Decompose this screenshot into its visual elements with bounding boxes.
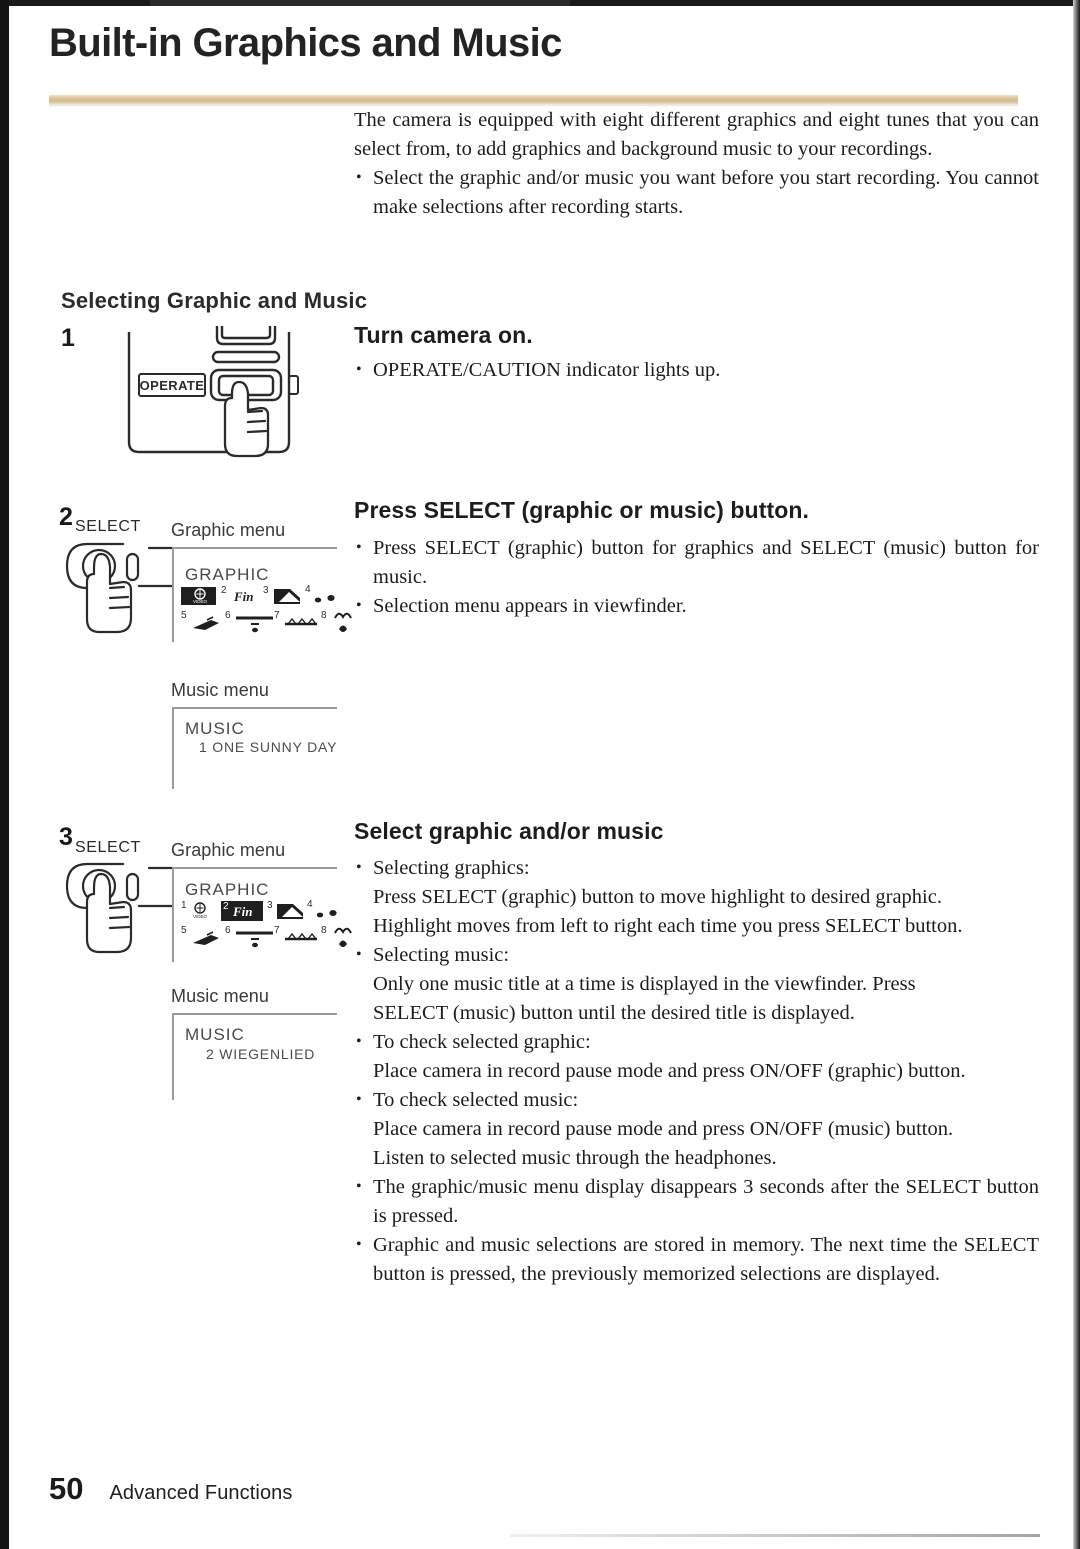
graphic-item-4-number: 4 xyxy=(305,584,311,595)
title-block xyxy=(49,22,1009,64)
step-1-bullet-1: • OPERATE/CAUTION indicator lights up. xyxy=(354,356,1039,385)
graphic-item-2-number: 2 xyxy=(221,585,227,596)
graphic-item-7-number: 7 xyxy=(274,925,280,936)
step-2-body xyxy=(354,534,1039,621)
step-3-bullet-3-line-1: Place camera in record pause mode and press ON/OFF (graphic) button. xyxy=(373,1060,966,1082)
step-3-bullet-2-lead: • Selecting music: xyxy=(354,941,1039,970)
scan-edge-left xyxy=(0,0,9,1549)
step-3-bullet-4-line-1: Place camera in record pause mode and press ON/OFF (music) button. xyxy=(373,1118,954,1140)
graphic-item-2-number: 2 xyxy=(223,901,229,912)
step-3-bullet-4-line-2: Listen to selected music through the headphones. xyxy=(373,1147,777,1169)
step-2-graphic-icon-grid xyxy=(181,586,341,632)
graphic-item-4-icon[interactable] xyxy=(314,906,344,922)
scan-edge-right xyxy=(1073,0,1080,1549)
graphic-item-7-number: 7 xyxy=(274,610,280,621)
intro-paragraph: The camera is equipped with eight different graphics and eight tunes that you can select from, to add graphics and background music to your recordings. xyxy=(354,109,1039,160)
graphic-item-1-number: 1 xyxy=(181,900,187,911)
step-1-number: 1 xyxy=(61,324,75,352)
step-3-number: 3 xyxy=(59,823,73,851)
step-2-music-menu-title: MUSIC xyxy=(185,719,245,738)
step-3-graphic-menu-title: GRAPHIC xyxy=(185,880,270,899)
graphic-item-4-icon[interactable] xyxy=(312,591,342,607)
graphic-item-6-icon[interactable] xyxy=(235,612,275,634)
graphic-item-6-icon[interactable] xyxy=(235,927,275,949)
step-3-bullet-1-line-1: Press SELECT (graphic) button to move highlight to desired graphic. xyxy=(373,886,942,908)
step-3-select-label: SELECT xyxy=(75,839,141,856)
step-3-music-menu-item: 2 WIEGENLIED xyxy=(206,1046,316,1062)
scan-artifact-bottom xyxy=(510,1534,1040,1537)
illustration-select-button-step2 xyxy=(65,542,175,642)
step-3-bullet-1-lead: • Selecting graphics: xyxy=(354,854,1039,883)
graphic-item-3-icon[interactable] xyxy=(276,901,304,921)
step-2-bullet-1: • Press SELECT (graphic) button for graphics and SELECT (music) button for music. xyxy=(354,534,1039,592)
step-3-heading: Select graphic and/or music xyxy=(354,818,664,844)
svg-text:VIDEO: VIDEO xyxy=(192,599,208,604)
graphic-item-1-icon[interactable] xyxy=(181,587,216,605)
step-3-graphic-menu-caption: Graphic menu xyxy=(171,840,286,860)
svg-text:Fin: Fin xyxy=(234,589,254,604)
step-3-bullet-4-lead: • To check selected music: xyxy=(354,1086,1039,1115)
page-title: Built-in Graphics and Music xyxy=(49,21,562,65)
step-3-body xyxy=(354,854,1039,1289)
svg-text:Fin: Fin xyxy=(233,904,253,919)
graphic-item-5-number: 5 xyxy=(181,925,187,936)
step-3-bullet-2-line-1: Only one music title at a time is displayed in the viewfinder. Press xyxy=(373,973,916,995)
graphic-item-8-icon[interactable] xyxy=(331,924,355,956)
step-2-graphic-menu-title: GRAPHIC xyxy=(185,565,270,584)
page-sheet xyxy=(9,6,1073,1549)
graphic-item-1-icon[interactable] xyxy=(187,902,213,920)
step-3-graphic-icon-grid xyxy=(181,901,341,947)
intro-bullet-1: • Select the graphic and/or music you want before you start recording. You cannot make selections after recording starts. xyxy=(354,164,1039,222)
operate-label-box xyxy=(139,374,205,396)
step-2-bullet-2: • Selection menu appears in viewfinder. xyxy=(354,592,1039,621)
section-heading: Selecting Graphic and Music xyxy=(61,288,368,313)
svg-text:VIDEO: VIDEO xyxy=(192,914,208,919)
svg-text:OPERATE: OPERATE xyxy=(139,378,205,393)
step-2-heading: Press SELECT (graphic or music) button. xyxy=(354,497,810,523)
step-2-music-menu-caption: Music menu xyxy=(171,680,270,700)
step-3-music-menu-title: MUSIC xyxy=(185,1025,245,1044)
graphic-item-5-icon[interactable] xyxy=(191,616,221,632)
graphic-item-3-number: 3 xyxy=(267,900,273,911)
step-3-bullet-2-line-2: SELECT (music) button until the desired title is displayed. xyxy=(373,1002,855,1024)
graphic-item-8-icon[interactable] xyxy=(331,609,355,641)
graphic-item-7-icon[interactable] xyxy=(283,616,319,630)
graphic-item-7-icon[interactable] xyxy=(283,931,319,945)
graphic-item-6-number: 6 xyxy=(225,610,231,621)
step-3-bullet-5-lead: • The graphic/music menu display disappears 3 seconds after the SELECT button is pressed. xyxy=(354,1173,1039,1231)
intro-block xyxy=(354,106,1039,222)
step-3-music-menu-caption: Music menu xyxy=(171,986,270,1006)
illustration-operate-button xyxy=(121,324,321,464)
graphic-item-3-number: 3 xyxy=(263,585,269,596)
step-2-number: 2 xyxy=(59,503,73,531)
graphic-item-8-number: 8 xyxy=(321,925,327,936)
title-rule xyxy=(49,95,1018,104)
graphic-item-6-number: 6 xyxy=(225,925,231,936)
graphic-item-3-icon[interactable] xyxy=(273,586,301,606)
page-footer xyxy=(49,1471,293,1507)
footer-section-name: Advanced Functions xyxy=(109,1482,293,1504)
page-number: 50 xyxy=(49,1471,84,1506)
step-1-heading: Turn camera on. xyxy=(354,322,533,348)
graphic-item-8-number: 8 xyxy=(321,610,327,621)
step-3-bullet-3-lead: • To check selected graphic: xyxy=(354,1028,1039,1057)
step-2-graphic-menu-caption: Graphic menu xyxy=(171,520,286,540)
step-2-music-menu-item: 1 ONE SUNNY DAY xyxy=(199,739,338,755)
graphic-item-5-icon[interactable] xyxy=(191,931,221,947)
graphic-item-5-number: 5 xyxy=(181,610,187,621)
graphic-item-4-number: 4 xyxy=(307,899,313,910)
step-1-body xyxy=(354,356,1039,385)
illustration-select-button-step3 xyxy=(65,862,175,962)
step-3-bullet-6-lead: • Graphic and music selections are stored in memory. The next time the SELECT button is pressed, the previously memorized selections are displayed. xyxy=(354,1231,1039,1289)
step-2-select-label: SELECT xyxy=(75,518,141,535)
step-3-bullet-1-line-2: Highlight moves from left to right each time you press SELECT button. xyxy=(373,915,963,937)
